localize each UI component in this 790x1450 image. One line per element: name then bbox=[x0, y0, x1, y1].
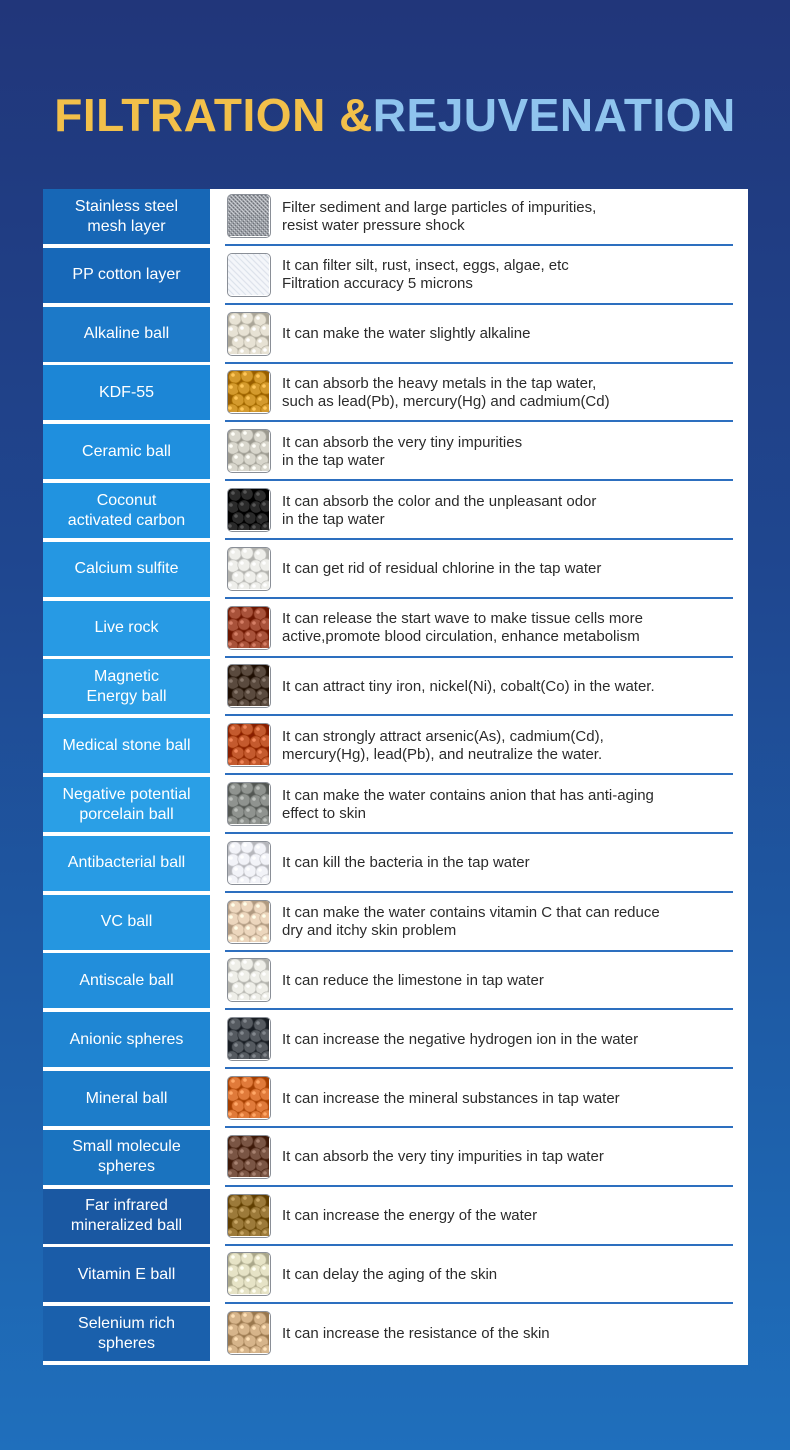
material-thumbnail bbox=[227, 429, 271, 473]
layer-description-text: It can kill the bacteria in the tap water bbox=[282, 854, 530, 872]
material-thumbnail bbox=[227, 606, 271, 650]
row-divider bbox=[225, 773, 733, 775]
layer-description bbox=[282, 1012, 737, 1067]
layer-name-text: Magnetic Energy ball bbox=[86, 667, 167, 705]
row-divider bbox=[225, 714, 733, 716]
table-row bbox=[43, 601, 748, 660]
layer-description-text: It can delay the aging of the skin bbox=[282, 1265, 498, 1283]
table-row bbox=[43, 777, 748, 836]
layer-description bbox=[282, 1306, 737, 1361]
layer-description bbox=[282, 424, 737, 479]
layer-description-text: It can increase the mineral substances in tap water bbox=[282, 1089, 620, 1107]
material-thumbnail bbox=[227, 958, 271, 1002]
layer-description-text: It can increase the energy of the water bbox=[282, 1207, 538, 1225]
table-row bbox=[43, 248, 748, 307]
table-row bbox=[43, 836, 748, 895]
material-thumbnail bbox=[227, 723, 271, 767]
layer-description bbox=[282, 718, 737, 773]
layer-description-text: It can reduce the limestone in tap water bbox=[282, 971, 544, 989]
material-thumbnail bbox=[227, 253, 271, 297]
layer-description-text: It can make the water contains anion that has anti-aging effect to skin bbox=[282, 786, 654, 822]
material-thumbnail bbox=[227, 782, 271, 826]
layer-description-text: It can absorb the very tiny impurities in the tap water bbox=[282, 433, 523, 469]
layer-name-text: Alkaline ball bbox=[83, 325, 170, 343]
material-thumbnail bbox=[227, 370, 271, 414]
layer-name bbox=[43, 189, 210, 244]
layer-name bbox=[43, 718, 210, 773]
layer-name-text: Stainless steel mesh layer bbox=[74, 197, 179, 235]
layer-description-text: It can absorb the color and the unpleasant odor in the tap water bbox=[282, 492, 597, 528]
row-divider bbox=[225, 1185, 733, 1187]
layer-description-text: It can make the water slightly alkaline bbox=[282, 325, 531, 343]
layer-description bbox=[282, 542, 737, 597]
table-row bbox=[43, 483, 748, 542]
layer-description bbox=[282, 836, 737, 891]
row-divider bbox=[225, 891, 733, 893]
layer-name bbox=[43, 424, 210, 479]
table-row bbox=[43, 424, 748, 483]
layer-name bbox=[43, 1130, 210, 1185]
table-row bbox=[43, 1247, 748, 1306]
layer-name bbox=[43, 483, 210, 538]
layer-description bbox=[282, 1189, 737, 1244]
table-row bbox=[43, 1189, 748, 1248]
material-thumbnail bbox=[227, 1017, 271, 1061]
layer-name bbox=[43, 953, 210, 1008]
layer-description-text: It can make the water contains vitamin C that can reduce dry and itchy skin problem bbox=[282, 904, 660, 940]
layer-description-text: It can absorb the very tiny impurities in tap water bbox=[282, 1148, 604, 1166]
layer-name-text: Calcium sulfite bbox=[74, 560, 179, 578]
row-divider bbox=[225, 1126, 733, 1128]
row-divider bbox=[225, 303, 733, 305]
layer-name bbox=[43, 307, 210, 362]
row-divider bbox=[225, 1302, 733, 1304]
row-divider bbox=[225, 420, 733, 422]
layer-description-text: It can strongly attract arsenic(As), cadmium(Cd), mercury(Hg), lead(Pb), and neutralize the water. bbox=[282, 727, 604, 763]
title-part-rejuvenation: REJUVENATION bbox=[372, 89, 736, 141]
layer-name-text: Medical stone ball bbox=[62, 736, 191, 754]
row-divider bbox=[225, 1244, 733, 1246]
material-thumbnail bbox=[227, 1135, 271, 1179]
material-thumbnail bbox=[227, 1311, 271, 1355]
layer-description-text: It can increase the negative hydrogen ion in the water bbox=[282, 1030, 639, 1048]
layer-description bbox=[282, 1071, 737, 1126]
layer-description bbox=[282, 1130, 737, 1185]
layer-description-text: It can absorb the heavy metals in the tap water, such as lead(Pb), mercury(Hg) and cadmium(Cd) bbox=[282, 374, 610, 410]
layer-name bbox=[43, 1247, 210, 1302]
layer-description-text: Filter sediment and large particles of impurities, resist water pressure shock bbox=[282, 198, 597, 234]
material-thumbnail bbox=[227, 664, 271, 708]
layer-name bbox=[43, 1306, 210, 1361]
layer-name bbox=[43, 1071, 210, 1126]
layer-name-text: Antibacterial ball bbox=[67, 854, 186, 872]
layer-name-text: Antiscale ball bbox=[79, 971, 174, 989]
table-row bbox=[43, 1130, 748, 1189]
material-thumbnail bbox=[227, 900, 271, 944]
table-row bbox=[43, 542, 748, 601]
layer-description bbox=[282, 953, 737, 1008]
layer-name bbox=[43, 248, 210, 303]
material-thumbnail bbox=[227, 841, 271, 885]
material-thumbnail bbox=[227, 312, 271, 356]
table-row bbox=[43, 1012, 748, 1071]
table-row bbox=[43, 953, 748, 1012]
row-divider bbox=[225, 479, 733, 481]
table-row bbox=[43, 189, 748, 248]
layer-name bbox=[43, 777, 210, 832]
layer-description-text: It can increase the resistance of the skin bbox=[282, 1324, 550, 1342]
layer-name-text: Negative potential porcelain ball bbox=[62, 785, 191, 823]
row-divider bbox=[225, 1008, 733, 1010]
layer-name bbox=[43, 542, 210, 597]
layer-name bbox=[43, 895, 210, 950]
page-title bbox=[0, 88, 790, 142]
layer-description bbox=[282, 365, 737, 420]
title-part-filtration: FILTRATION & bbox=[54, 89, 373, 141]
row-divider bbox=[225, 656, 733, 658]
layer-name-text: Anionic spheres bbox=[69, 1030, 184, 1048]
material-thumbnail bbox=[227, 1194, 271, 1238]
row-divider bbox=[225, 362, 733, 364]
table-row bbox=[43, 895, 748, 954]
layer-description-text: It can filter silt, rust, insect, eggs, algae, etc Filtration accuracy 5 microns bbox=[282, 257, 569, 293]
layer-description bbox=[282, 189, 737, 244]
material-thumbnail bbox=[227, 1076, 271, 1120]
row-divider bbox=[225, 1067, 733, 1069]
material-thumbnail bbox=[227, 488, 271, 532]
layer-description-text: It can release the start wave to make tissue cells more active,promote blood circulation, enhance metabolism bbox=[282, 610, 643, 646]
layer-description bbox=[282, 777, 737, 832]
layer-name bbox=[43, 1189, 210, 1244]
table-row bbox=[43, 307, 748, 366]
layer-name bbox=[43, 1012, 210, 1067]
layer-name bbox=[43, 659, 210, 714]
layer-name-text: PP cotton layer bbox=[72, 266, 181, 284]
layer-name-text: KDF-55 bbox=[98, 383, 155, 401]
layer-name-text: VC ball bbox=[100, 913, 153, 931]
layer-name-text: Ceramic ball bbox=[82, 442, 171, 460]
material-thumbnail bbox=[227, 1252, 271, 1296]
layer-name-text: Coconut activated carbon bbox=[67, 491, 186, 529]
layer-name bbox=[43, 365, 210, 420]
row-divider bbox=[225, 950, 733, 952]
layer-description bbox=[282, 483, 737, 538]
row-divider bbox=[225, 244, 733, 246]
table-row bbox=[43, 718, 748, 777]
filter-layers-table bbox=[43, 189, 748, 1365]
layer-description-text: It can get rid of residual chlorine in the tap water bbox=[282, 560, 602, 578]
layer-description bbox=[282, 659, 737, 714]
row-divider bbox=[225, 832, 733, 834]
layer-name-text: Far infrared mineralized ball bbox=[70, 1197, 183, 1235]
layer-name-text: Mineral ball bbox=[85, 1089, 168, 1107]
layer-description bbox=[282, 895, 737, 950]
layer-description bbox=[282, 601, 737, 656]
layer-name bbox=[43, 601, 210, 656]
layer-description-text: It can attract tiny iron, nickel(Ni), cobalt(Co) in the water. bbox=[282, 677, 655, 695]
material-thumbnail bbox=[227, 194, 271, 238]
layer-description bbox=[282, 248, 737, 303]
layer-name-text: Selenium rich spheres bbox=[78, 1314, 175, 1352]
layer-name-text: Small molecule spheres bbox=[72, 1138, 181, 1176]
row-divider bbox=[225, 597, 733, 599]
table-row bbox=[43, 1306, 748, 1365]
layer-name bbox=[43, 836, 210, 891]
table-row bbox=[43, 365, 748, 424]
table-row bbox=[43, 1071, 748, 1130]
layer-description bbox=[282, 1247, 737, 1302]
layer-name-text: Live rock bbox=[94, 619, 159, 637]
material-thumbnail bbox=[227, 547, 271, 591]
layer-description bbox=[282, 307, 737, 362]
row-divider bbox=[225, 538, 733, 540]
layer-name-text: Vitamin E ball bbox=[77, 1265, 176, 1283]
table-row bbox=[43, 659, 748, 718]
